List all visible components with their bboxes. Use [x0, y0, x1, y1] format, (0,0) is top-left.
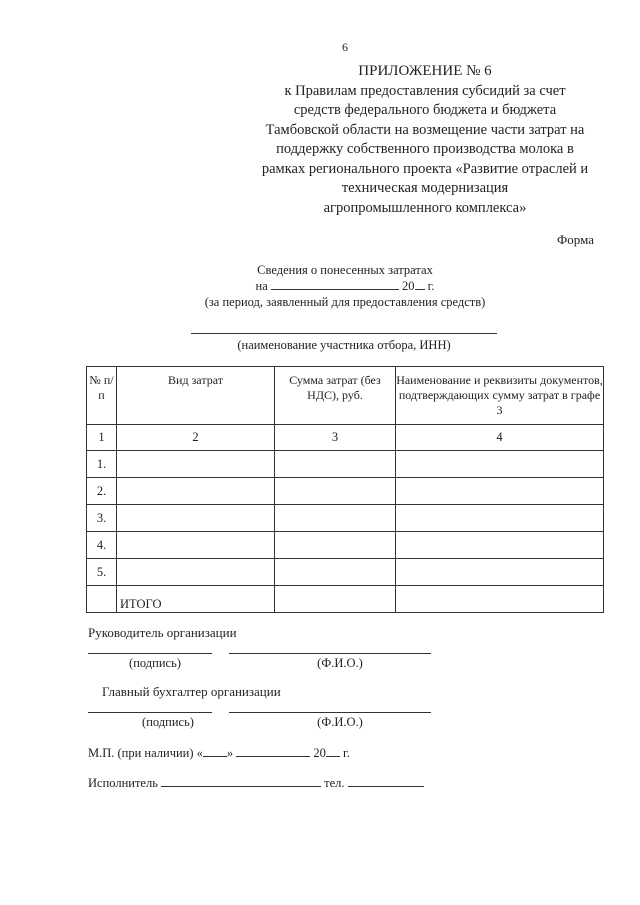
table-header-row [87, 367, 604, 425]
head-name-caption: (Ф.И.О.) [317, 656, 363, 670]
appendix-line: рамках регионального проекта «Развитие отраслей и [261, 160, 589, 177]
costs-table [86, 366, 604, 613]
info-period-note: (за период, заявленный для предоставления средств) [204, 295, 486, 309]
info-date-line [150, 278, 540, 294]
info-block [150, 262, 540, 310]
table-row [87, 478, 604, 505]
header-number: № п/п [87, 367, 117, 425]
row-number: 4. [87, 532, 117, 559]
table-row [87, 559, 604, 586]
appendix-line: Тамбовской области на возмещение части затрат на [265, 121, 585, 138]
documents-cell[interactable] [396, 559, 604, 586]
stamp-line [88, 745, 350, 761]
header-cost-type: Вид затрат [117, 367, 275, 425]
total-amount-cell[interactable] [275, 586, 396, 613]
column-number: 2 [117, 425, 275, 451]
info-title: Сведения о понесенных затратах [257, 263, 433, 277]
total-label: ИТОГО [117, 586, 275, 613]
phone-blank[interactable] [348, 775, 424, 787]
appendix-header [240, 62, 610, 218]
stamp-quote-close: » [226, 746, 234, 760]
total-documents-cell[interactable] [396, 586, 604, 613]
executor-label: Исполнитель [88, 776, 158, 790]
header-documents: Наименование и реквизиты документов, подтверждающих сумму затрат в графе 3 [396, 367, 604, 425]
stamp-day-blank[interactable] [203, 745, 227, 757]
total-number-cell [87, 586, 117, 613]
accountant-name-caption: (Ф.И.О.) [317, 715, 363, 729]
column-number: 4 [396, 425, 604, 451]
cost-type-cell[interactable] [117, 532, 275, 559]
header-amount: Сумма затрат (без НДС), руб. [275, 367, 396, 425]
stamp-year-blank[interactable] [326, 745, 340, 757]
participant-line[interactable] [191, 333, 497, 334]
table-row [87, 532, 604, 559]
row-number: 3. [87, 505, 117, 532]
cost-type-cell[interactable] [117, 559, 275, 586]
amount-cell[interactable] [275, 478, 396, 505]
accountant-signature-line[interactable] [88, 712, 212, 713]
head-sign-caption: (подпись) [129, 656, 181, 670]
info-on: на [255, 279, 268, 293]
form-label: Форма [557, 232, 594, 247]
stamp-year-suffix: г. [343, 746, 350, 760]
stamp-year-prefix: 20 [313, 746, 326, 760]
appendix-line: к Правилам предоставления субсидий за счет [284, 82, 566, 99]
executor-line [88, 775, 424, 791]
appendix-line: поддержку собственного производства молока в [276, 141, 574, 157]
column-number: 1 [87, 425, 117, 451]
info-year-prefix: 20 [402, 279, 415, 293]
accountant-label: Главный бухгалтер организации [102, 684, 281, 699]
row-number: 1. [87, 451, 117, 478]
table-row [87, 451, 604, 478]
amount-cell[interactable] [275, 451, 396, 478]
documents-cell[interactable] [396, 451, 604, 478]
head-signature-line[interactable] [88, 653, 212, 654]
column-number-row [87, 425, 604, 451]
page-number: 6 [342, 40, 348, 54]
date-blank[interactable] [271, 278, 399, 290]
accountant-name-line[interactable] [229, 712, 431, 713]
documents-cell[interactable] [396, 478, 604, 505]
stamp-label: М.П. (при наличии) « [88, 746, 203, 760]
accountant-sign-caption: (подпись) [142, 715, 194, 729]
executor-name-blank[interactable] [161, 775, 321, 787]
amount-cell[interactable] [275, 505, 396, 532]
year-blank[interactable] [415, 278, 425, 290]
stamp-month-blank[interactable] [236, 745, 310, 757]
documents-cell[interactable] [396, 532, 604, 559]
phone-label: тел. [324, 776, 345, 790]
total-row [87, 586, 604, 613]
column-number: 3 [275, 425, 396, 451]
appendix-line: агропромышленного комплекса» [323, 199, 527, 216]
head-name-line[interactable] [229, 653, 431, 654]
amount-cell[interactable] [275, 532, 396, 559]
appendix-line: средств федерального бюджета и бюджета [293, 102, 557, 118]
row-number: 5. [87, 559, 117, 586]
appendix-title: ПРИЛОЖЕНИЕ № 6 [358, 63, 492, 79]
participant-caption: (наименование участника отбора, ИНН) [237, 338, 451, 352]
appendix-line: техническая модернизация [341, 180, 509, 196]
table-row [87, 505, 604, 532]
row-number: 2. [87, 478, 117, 505]
cost-type-cell[interactable] [117, 478, 275, 505]
cost-type-cell[interactable] [117, 505, 275, 532]
cost-type-cell[interactable] [117, 451, 275, 478]
amount-cell[interactable] [275, 559, 396, 586]
head-label: Руководитель организации [88, 625, 237, 640]
info-year-suffix: г. [427, 279, 435, 293]
documents-cell[interactable] [396, 505, 604, 532]
